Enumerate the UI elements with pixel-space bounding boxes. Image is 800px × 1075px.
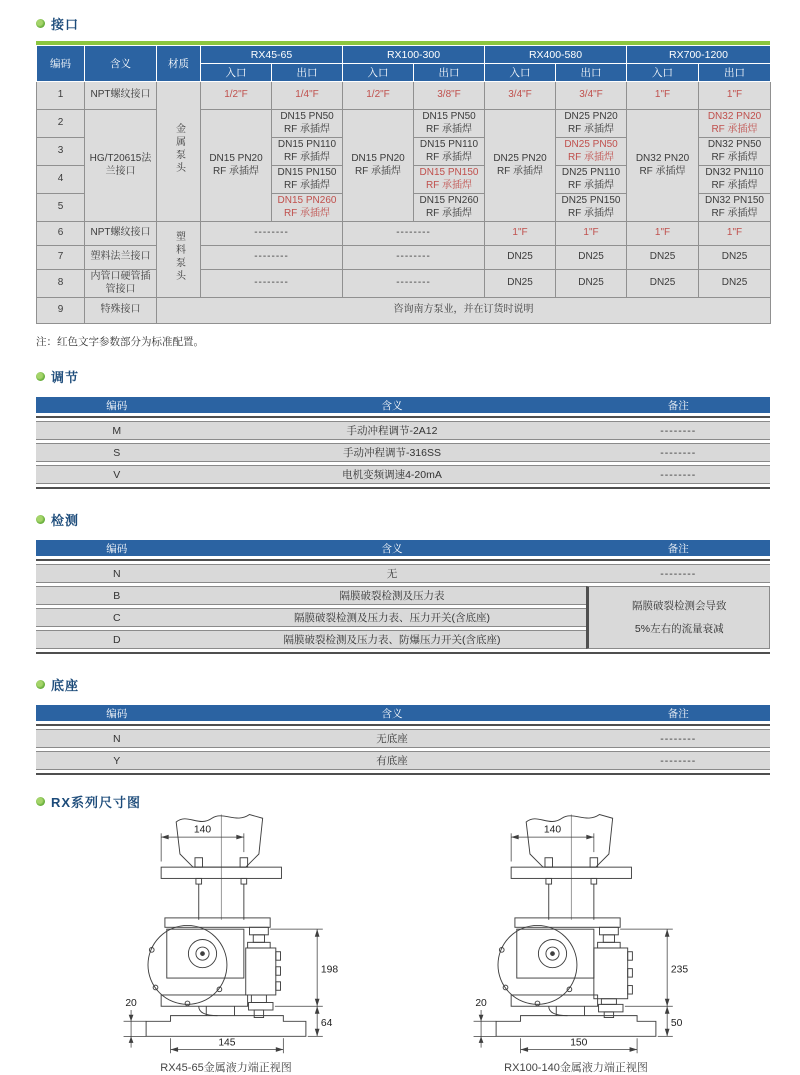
separator	[36, 559, 770, 561]
cell-meaning: 电机变频调速4-20mA	[197, 465, 586, 484]
cell-value: 1"F	[485, 222, 556, 246]
cell-outlet: DN25 PN50 RF 承插焊	[556, 138, 627, 166]
cell-value: 1"F	[556, 222, 627, 246]
cell-empty: --------	[343, 246, 485, 270]
cell-empty: --------	[201, 246, 343, 270]
cell-meaning: 无底座	[197, 729, 586, 748]
red-text-note: 注：红色文字参数部分为标准配置。	[36, 336, 204, 348]
cell-outlet: DN32 PN50 RF 承插焊	[699, 138, 771, 166]
cell-value: DN25	[556, 246, 627, 270]
separator	[36, 652, 770, 654]
pump-drawing-left	[96, 807, 356, 1057]
dim-width-label: 145	[218, 1037, 236, 1049]
cell-value: 1/2"F	[343, 82, 414, 110]
cell-outlet: DN15 PN150 RF 承插焊	[272, 166, 343, 194]
cell-code: B	[36, 586, 197, 605]
green-bullet-icon	[36, 19, 45, 28]
table-row	[36, 751, 770, 770]
section-label: 检测	[51, 513, 80, 528]
cell-outlet: DN32 PN20 RF 承插焊	[699, 110, 771, 138]
figure-rx100-140	[446, 807, 706, 1075]
cell-outlet: DN15 PN110 RF 承插焊	[414, 138, 485, 166]
separator	[36, 487, 770, 489]
interface-table-wrap	[36, 41, 770, 324]
cell-meaning: 隔膜破裂检测及压力表	[197, 586, 586, 605]
section-title-interface	[36, 14, 770, 33]
cell-value: 3/8"F	[414, 82, 485, 110]
table-row	[36, 564, 770, 583]
table-row	[37, 222, 771, 246]
figures-row	[36, 807, 770, 1075]
figure-caption: RX100-140金属液力端正视图	[504, 1062, 648, 1074]
cell-meaning: 无	[197, 564, 586, 583]
cell-value: 3/4"F	[485, 82, 556, 110]
section-label: 调节	[51, 370, 80, 385]
cell-code: 5	[37, 194, 85, 222]
cell-meaning: 手动冲程调节-2A12	[197, 421, 586, 440]
cell-empty: --------	[201, 222, 343, 246]
cell-code: 3	[37, 138, 85, 166]
group-header-rx100-300: RX100-300	[343, 46, 485, 64]
cell-outlet: DN15 PN50 RF 承插焊	[272, 110, 343, 138]
section-base	[36, 675, 770, 778]
adjust-table	[36, 394, 770, 492]
cell-empty: --------	[343, 270, 485, 298]
cell-meaning: 隔膜破裂检测及压力表、防爆压力开关(含底座)	[197, 630, 586, 649]
cell-remark: --------	[586, 564, 770, 583]
cell-code: S	[36, 443, 197, 462]
cell-value: 3/4"F	[556, 82, 627, 110]
dim-base-label: 20	[475, 998, 487, 1010]
cell-meaning: HG/T20615法兰接口	[85, 110, 157, 222]
interface-table	[36, 45, 771, 324]
section-title-adjust	[36, 367, 770, 386]
sub-header-outlet: 出口	[272, 64, 343, 82]
cell-value: 1/2"F	[201, 82, 272, 110]
cell-code: 1	[37, 82, 85, 110]
detect-table	[36, 537, 770, 657]
cell-outlet: DN15 PN50 RF 承插焊	[414, 110, 485, 138]
cell-meaning: 手动冲程调节-316SS	[197, 443, 586, 462]
cell-meaning: NPT螺纹接口	[85, 222, 157, 246]
cell-code: M	[36, 421, 197, 440]
base-table	[36, 702, 770, 778]
cell-material-plastic: 塑料泵头	[157, 222, 201, 298]
section-dims	[36, 792, 770, 1075]
remark-line: 隔膜破裂检测会导致	[631, 600, 727, 613]
cell-meaning: 内管口硬管插管接口	[85, 270, 157, 298]
table-row	[37, 110, 771, 138]
section-label: 接口	[51, 17, 80, 32]
cell-value: DN25	[556, 270, 627, 298]
figure-caption: RX45-65金属液力端正视图	[160, 1062, 292, 1074]
cell-outlet: DN15 PN260 RF 承插焊	[414, 194, 485, 222]
dim-height-label: 235	[670, 964, 689, 976]
cell-inlet: DN15 PN20 RF 承插焊	[201, 110, 272, 222]
section-detect	[36, 510, 770, 657]
cell-code: N	[36, 564, 197, 583]
table-row	[37, 298, 771, 324]
cell-code: Y	[36, 751, 197, 770]
green-bullet-icon	[36, 797, 45, 806]
cell-remark: --------	[586, 751, 770, 770]
cell-value: 1"F	[699, 222, 771, 246]
col-header-material: 材质	[157, 46, 201, 82]
cell-meaning: NPT螺纹接口	[85, 82, 157, 110]
cell-code: 8	[37, 270, 85, 298]
cell-value: DN25	[627, 270, 699, 298]
cell-value: DN25	[485, 270, 556, 298]
cell-code: 7	[37, 246, 85, 270]
cell-empty: --------	[201, 270, 343, 298]
cell-outlet: DN15 PN150 RF 承插焊	[414, 166, 485, 194]
group-header-rx400-580: RX400-580	[485, 46, 627, 64]
cell-value: DN25	[699, 246, 771, 270]
cell-outlet: DN25 PN20 RF 承插焊	[556, 110, 627, 138]
pump-drawing-right	[446, 807, 706, 1057]
cell-value: DN25	[627, 246, 699, 270]
sub-header-outlet: 出口	[414, 64, 485, 82]
cell-value: 1/4"F	[272, 82, 343, 110]
table-row	[37, 82, 771, 110]
green-bullet-icon	[36, 680, 45, 689]
dim-lower-label: 64	[320, 1017, 333, 1029]
cell-outlet: DN32 PN150 RF 承插焊	[699, 194, 771, 222]
cell-remark: --------	[586, 421, 770, 440]
col-header-code: 编码	[36, 705, 197, 721]
cell-code: 4	[37, 166, 85, 194]
sub-header-inlet: 入口	[485, 64, 556, 82]
col-header-remark: 备注	[586, 397, 770, 413]
cell-outlet: DN32 PN110 RF 承插焊	[699, 166, 771, 194]
section-adjust	[36, 367, 770, 492]
cell-outlet: DN15 PN260 RF 承插焊	[272, 194, 343, 222]
cell-material-metal: 金属泵头	[157, 82, 201, 222]
cell-value: 1"F	[627, 82, 699, 110]
table-row	[37, 270, 771, 298]
remark-line: 5%左右的流量衰减	[634, 622, 724, 635]
cell-meaning: 隔膜破裂检测及压力表、压力开关(含底座)	[197, 608, 586, 627]
green-bullet-icon	[36, 515, 45, 524]
group-header-rx700-1200: RX700-1200	[627, 46, 771, 64]
separator	[36, 773, 770, 775]
cell-inlet: DN15 PN20 RF 承插焊	[343, 110, 414, 222]
col-header-code: 编码	[36, 397, 197, 413]
consult-note-cell: 咨询南方泵业，并在订货时说明	[157, 298, 771, 324]
cell-outlet: DN15 PN110 RF 承插焊	[272, 138, 343, 166]
sub-header-inlet: 入口	[627, 64, 699, 82]
cell-value: DN25	[485, 246, 556, 270]
cell-meaning: 塑料法兰接口	[85, 246, 157, 270]
sub-header-outlet: 出口	[556, 64, 627, 82]
cell-empty: --------	[343, 222, 485, 246]
col-header-meaning: 含义	[197, 397, 586, 413]
col-header-code: 编码	[36, 540, 197, 556]
section-title-base	[36, 675, 770, 694]
col-header-meaning: 含义	[197, 705, 586, 721]
cell-code: C	[36, 608, 197, 627]
sub-header-inlet: 入口	[201, 64, 272, 82]
sub-header-inlet: 入口	[343, 64, 414, 82]
cell-meaning: 有底座	[197, 751, 586, 770]
figure-rx45-65	[96, 807, 356, 1075]
table-row	[36, 465, 770, 484]
table-row	[37, 246, 771, 270]
dim-base-label: 20	[125, 998, 137, 1010]
cell-outlet: DN25 PN110 RF 承插焊	[556, 166, 627, 194]
cell-outlet: DN25 PN150 RF 承插焊	[556, 194, 627, 222]
col-header-meaning: 含义	[197, 540, 586, 556]
sub-header-outlet: 出口	[699, 64, 771, 82]
cell-code: 2	[37, 110, 85, 138]
dim-top-label: 140	[193, 824, 212, 836]
cell-remark: --------	[586, 443, 770, 462]
dim-top-label: 140	[543, 824, 562, 836]
cell-remark: --------	[586, 729, 770, 748]
table-row	[36, 443, 770, 462]
cell-code: N	[36, 729, 197, 748]
merged-remark-cell	[586, 586, 770, 649]
col-header-remark: 备注	[586, 540, 770, 556]
cell-value: DN25	[699, 270, 771, 298]
table-row	[36, 729, 770, 748]
cell-value: 1"F	[699, 82, 771, 110]
cell-remark: --------	[586, 465, 770, 484]
dim-height-label: 198	[320, 964, 339, 976]
group-header-rx45-65: RX45-65	[201, 46, 343, 64]
separator	[36, 724, 770, 726]
section-title-detect	[36, 510, 770, 529]
separator	[36, 416, 770, 418]
cell-inlet: DN25 PN20 RF 承插焊	[485, 110, 556, 222]
dim-lower-label: 50	[670, 1017, 683, 1029]
cell-code: 6	[37, 222, 85, 246]
cell-value: 1"F	[627, 222, 699, 246]
cell-code: 9	[37, 298, 85, 324]
table-row	[36, 586, 770, 605]
col-header-remark: 备注	[586, 705, 770, 721]
section-label: 底座	[51, 678, 80, 693]
col-header-code: 编码	[37, 46, 85, 82]
cell-code: V	[36, 465, 197, 484]
col-header-meaning: 含义	[85, 46, 157, 82]
cell-meaning: 特殊接口	[85, 298, 157, 324]
dim-width-label: 150	[570, 1037, 588, 1049]
cell-inlet: DN32 PN20 RF 承插焊	[627, 110, 699, 222]
table-row	[36, 421, 770, 440]
cell-code: D	[36, 630, 197, 649]
green-bullet-icon	[36, 372, 45, 381]
section-label: RX系列尺寸图	[51, 795, 142, 810]
